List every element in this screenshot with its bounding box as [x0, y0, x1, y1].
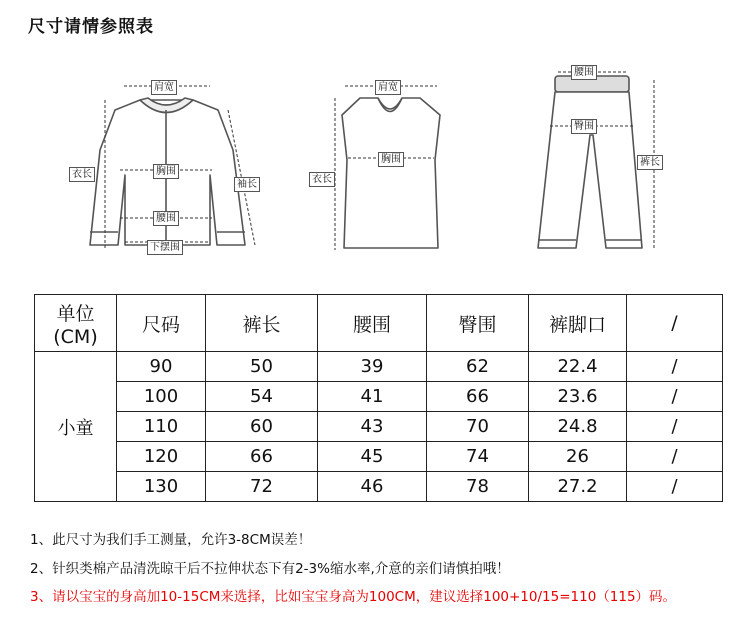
shirt-chest-label: 胸围 [153, 164, 179, 179]
table-cell: 66 [206, 442, 318, 472]
header-slash: / [627, 295, 723, 352]
header-size: 尺码 [117, 295, 206, 352]
table-cell: / [627, 472, 723, 502]
table-cell: 72 [206, 472, 318, 502]
table-cell: 50 [206, 352, 318, 382]
table-cell: 60 [206, 412, 318, 442]
vest-illustration [342, 98, 440, 248]
table-row [35, 472, 723, 502]
note-1: 1、此尺寸为我们手工测量，允许3-8CM误差！ [30, 532, 312, 548]
table-cell: 110 [117, 412, 206, 442]
page-title: 尺寸请情参照表 [28, 17, 154, 37]
header-pants-length: 裤长 [206, 295, 318, 352]
shirt-length-label: 衣长 [69, 167, 95, 182]
table-cell: / [627, 382, 723, 412]
table-cell: 24.8 [529, 412, 627, 442]
shirt-shoulder-label: 肩宽 [151, 80, 177, 95]
table-cell: 43 [318, 412, 427, 442]
table-cell: 22.4 [529, 352, 627, 382]
pants-length-label: 裤长 [637, 155, 663, 170]
table-cell: 39 [318, 352, 427, 382]
shirt-hem-label: 下摆围 [147, 240, 183, 255]
table-cell: 120 [117, 442, 206, 472]
shirt-sleeve-label: 袖长 [234, 177, 260, 192]
table-cell: 62 [427, 352, 529, 382]
pants-illustration [538, 76, 642, 248]
table-cell: 45 [318, 442, 427, 472]
header-hip: 臀围 [427, 295, 529, 352]
table-cell: 26 [529, 442, 627, 472]
table-cell: / [627, 442, 723, 472]
table-cell: 41 [318, 382, 427, 412]
table-cell: / [627, 352, 723, 382]
table-cell: 130 [117, 472, 206, 502]
pants-waist-label: 腰围 [571, 65, 597, 80]
vest-length-label: 衣长 [309, 172, 335, 187]
vest-shoulder-label: 肩宽 [375, 80, 401, 95]
table-row [35, 412, 723, 442]
note-3: 3、请以宝宝的身高加10-15CM来选择，比如宝宝身高为100CM，建议选择100+10/15=110（115）码。 [30, 589, 677, 605]
table-cell: 23.6 [529, 382, 627, 412]
table-cell: 27.2 [529, 472, 627, 502]
table-cell: 46 [318, 472, 427, 502]
header-cuff: 裤脚口 [529, 295, 627, 352]
table-cell: / [627, 412, 723, 442]
note-2: 2、针织类棉产品清洗晾干后不拉伸状态下有2-3%缩水率,介意的亲们请慎拍哦！ [30, 561, 510, 577]
table-cell: 66 [427, 382, 529, 412]
table-row [35, 382, 723, 412]
pants-hip-label: 臀围 [571, 119, 597, 134]
table-row [35, 442, 723, 472]
table-cell: 70 [427, 412, 529, 442]
table-cell: 78 [427, 472, 529, 502]
group-label: 小童 [35, 352, 117, 502]
table-cell: 54 [206, 382, 318, 412]
table-cell: 100 [117, 382, 206, 412]
table-row [35, 352, 723, 382]
vest-chest-label: 胸围 [378, 152, 404, 167]
header-waist: 腰围 [318, 295, 427, 352]
table-cell: 90 [117, 352, 206, 382]
table-header-row [35, 295, 723, 352]
table-cell: 74 [427, 442, 529, 472]
unit-header: 单位 (CM) [35, 295, 117, 352]
size-table [34, 294, 723, 502]
shirt-waist-label: 腰围 [153, 211, 179, 226]
